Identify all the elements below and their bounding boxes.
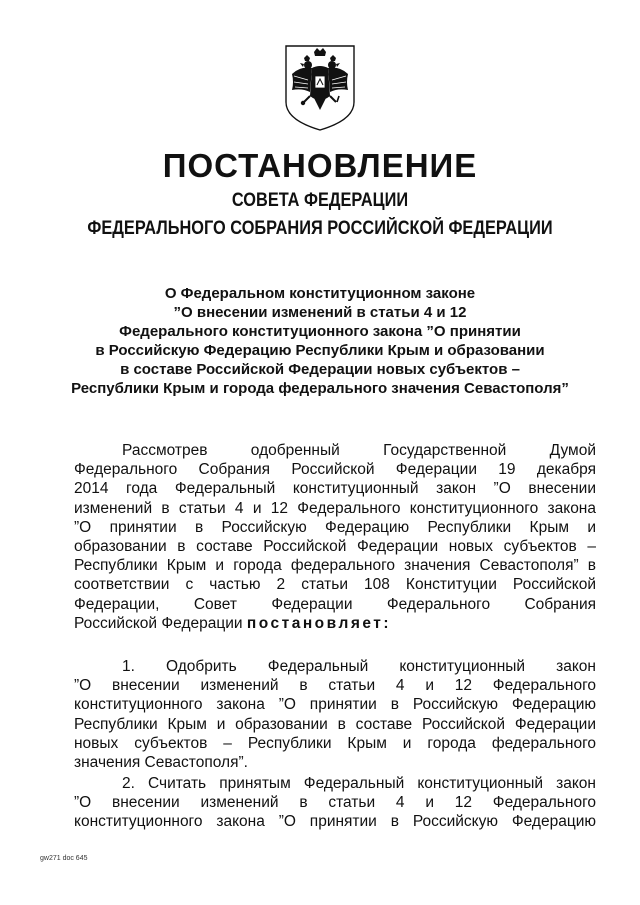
body-line: изменений в статьи 4 и 12 Федерального конституционного закона <box>74 499 596 517</box>
coat-of-arms-emblem <box>284 44 356 132</box>
body-line-final <box>74 614 596 633</box>
item-1-paragraph <box>74 657 596 772</box>
body-line: ”О внесении изменений в статьи 4 и 12 Федерального <box>74 677 596 695</box>
subject-line: Республики Крым и города федерального значения Севастополя” <box>71 380 569 397</box>
preamble-paragraph <box>74 441 596 633</box>
body-line: Рассмотрев одобренный Государственной Думой <box>122 442 596 459</box>
document-type-title: ПОСТАНОВЛЕНИЕ <box>162 147 478 184</box>
subject-line: ”О внесении изменений в статьи 4 и 12 <box>173 304 467 321</box>
body-line: 1. Одобрить Федеральный конституционный закон <box>122 658 596 675</box>
subject-line: Федерального конституционного закона ”О принятии <box>119 323 521 340</box>
body-line: образовании в составе Российской Федерации новых субъектов – <box>74 537 596 555</box>
body-line: конституционного закона ”О принятии в Российскую Федерацию <box>74 813 596 831</box>
body-line: Федерации, Совет Федерации Федерального Собрания <box>74 595 596 613</box>
body-line: ”О внесении изменений в статьи 4 и 12 Федерального <box>74 794 596 812</box>
body-line: соответствии с частью 2 статьи 108 Конституции Российской <box>74 576 596 594</box>
item-2-paragraph <box>74 774 596 832</box>
issuer-line-1: СОВЕТА ФЕДЕРАЦИИ <box>231 190 409 211</box>
subject-line: в составе Российской Федерации новых субъектов – <box>120 361 520 378</box>
body-line: конституционного закона ”О принятии в Российскую Федерацию <box>74 696 596 714</box>
body-line: новых субъектов – Республики Крым и города федерального <box>74 734 596 752</box>
resolves-keyword: постановляет: <box>246 614 392 632</box>
body-text: Российской Федерации <box>74 614 247 632</box>
resolution-subject <box>40 284 600 398</box>
double-headed-eagle-icon <box>284 44 356 132</box>
subject-line: О Федеральном конституционном законе <box>164 285 476 302</box>
body-line: значения Севастополя”. <box>74 753 248 771</box>
issuer-line-2: ФЕДЕРАЛЬНОГО СОБРАНИЯ РОССИЙСКОЙ ФЕДЕРАЦИИ <box>87 218 553 239</box>
body-line: Республики Крым и образовании в составе Российской Федерации <box>74 715 596 733</box>
body-line: Республики Крым и города федерального значения Севастополя” в <box>74 557 596 575</box>
body-line: 2014 года Федеральный конституционный закон ”О внесении <box>74 480 596 498</box>
body-line: 2. Считать принятым Федеральный конституционный закон <box>122 775 596 792</box>
document-footer-code: gw271 doc 645 <box>40 855 88 862</box>
subject-line: в Российскую Федерацию Республики Крым и образовании <box>95 342 545 359</box>
body-line: Федерального Собрания Российской Федерации 19 декабря <box>74 461 596 479</box>
body-line: ”О принятии в Российскую Федерацию Республики Крым и <box>74 518 596 536</box>
